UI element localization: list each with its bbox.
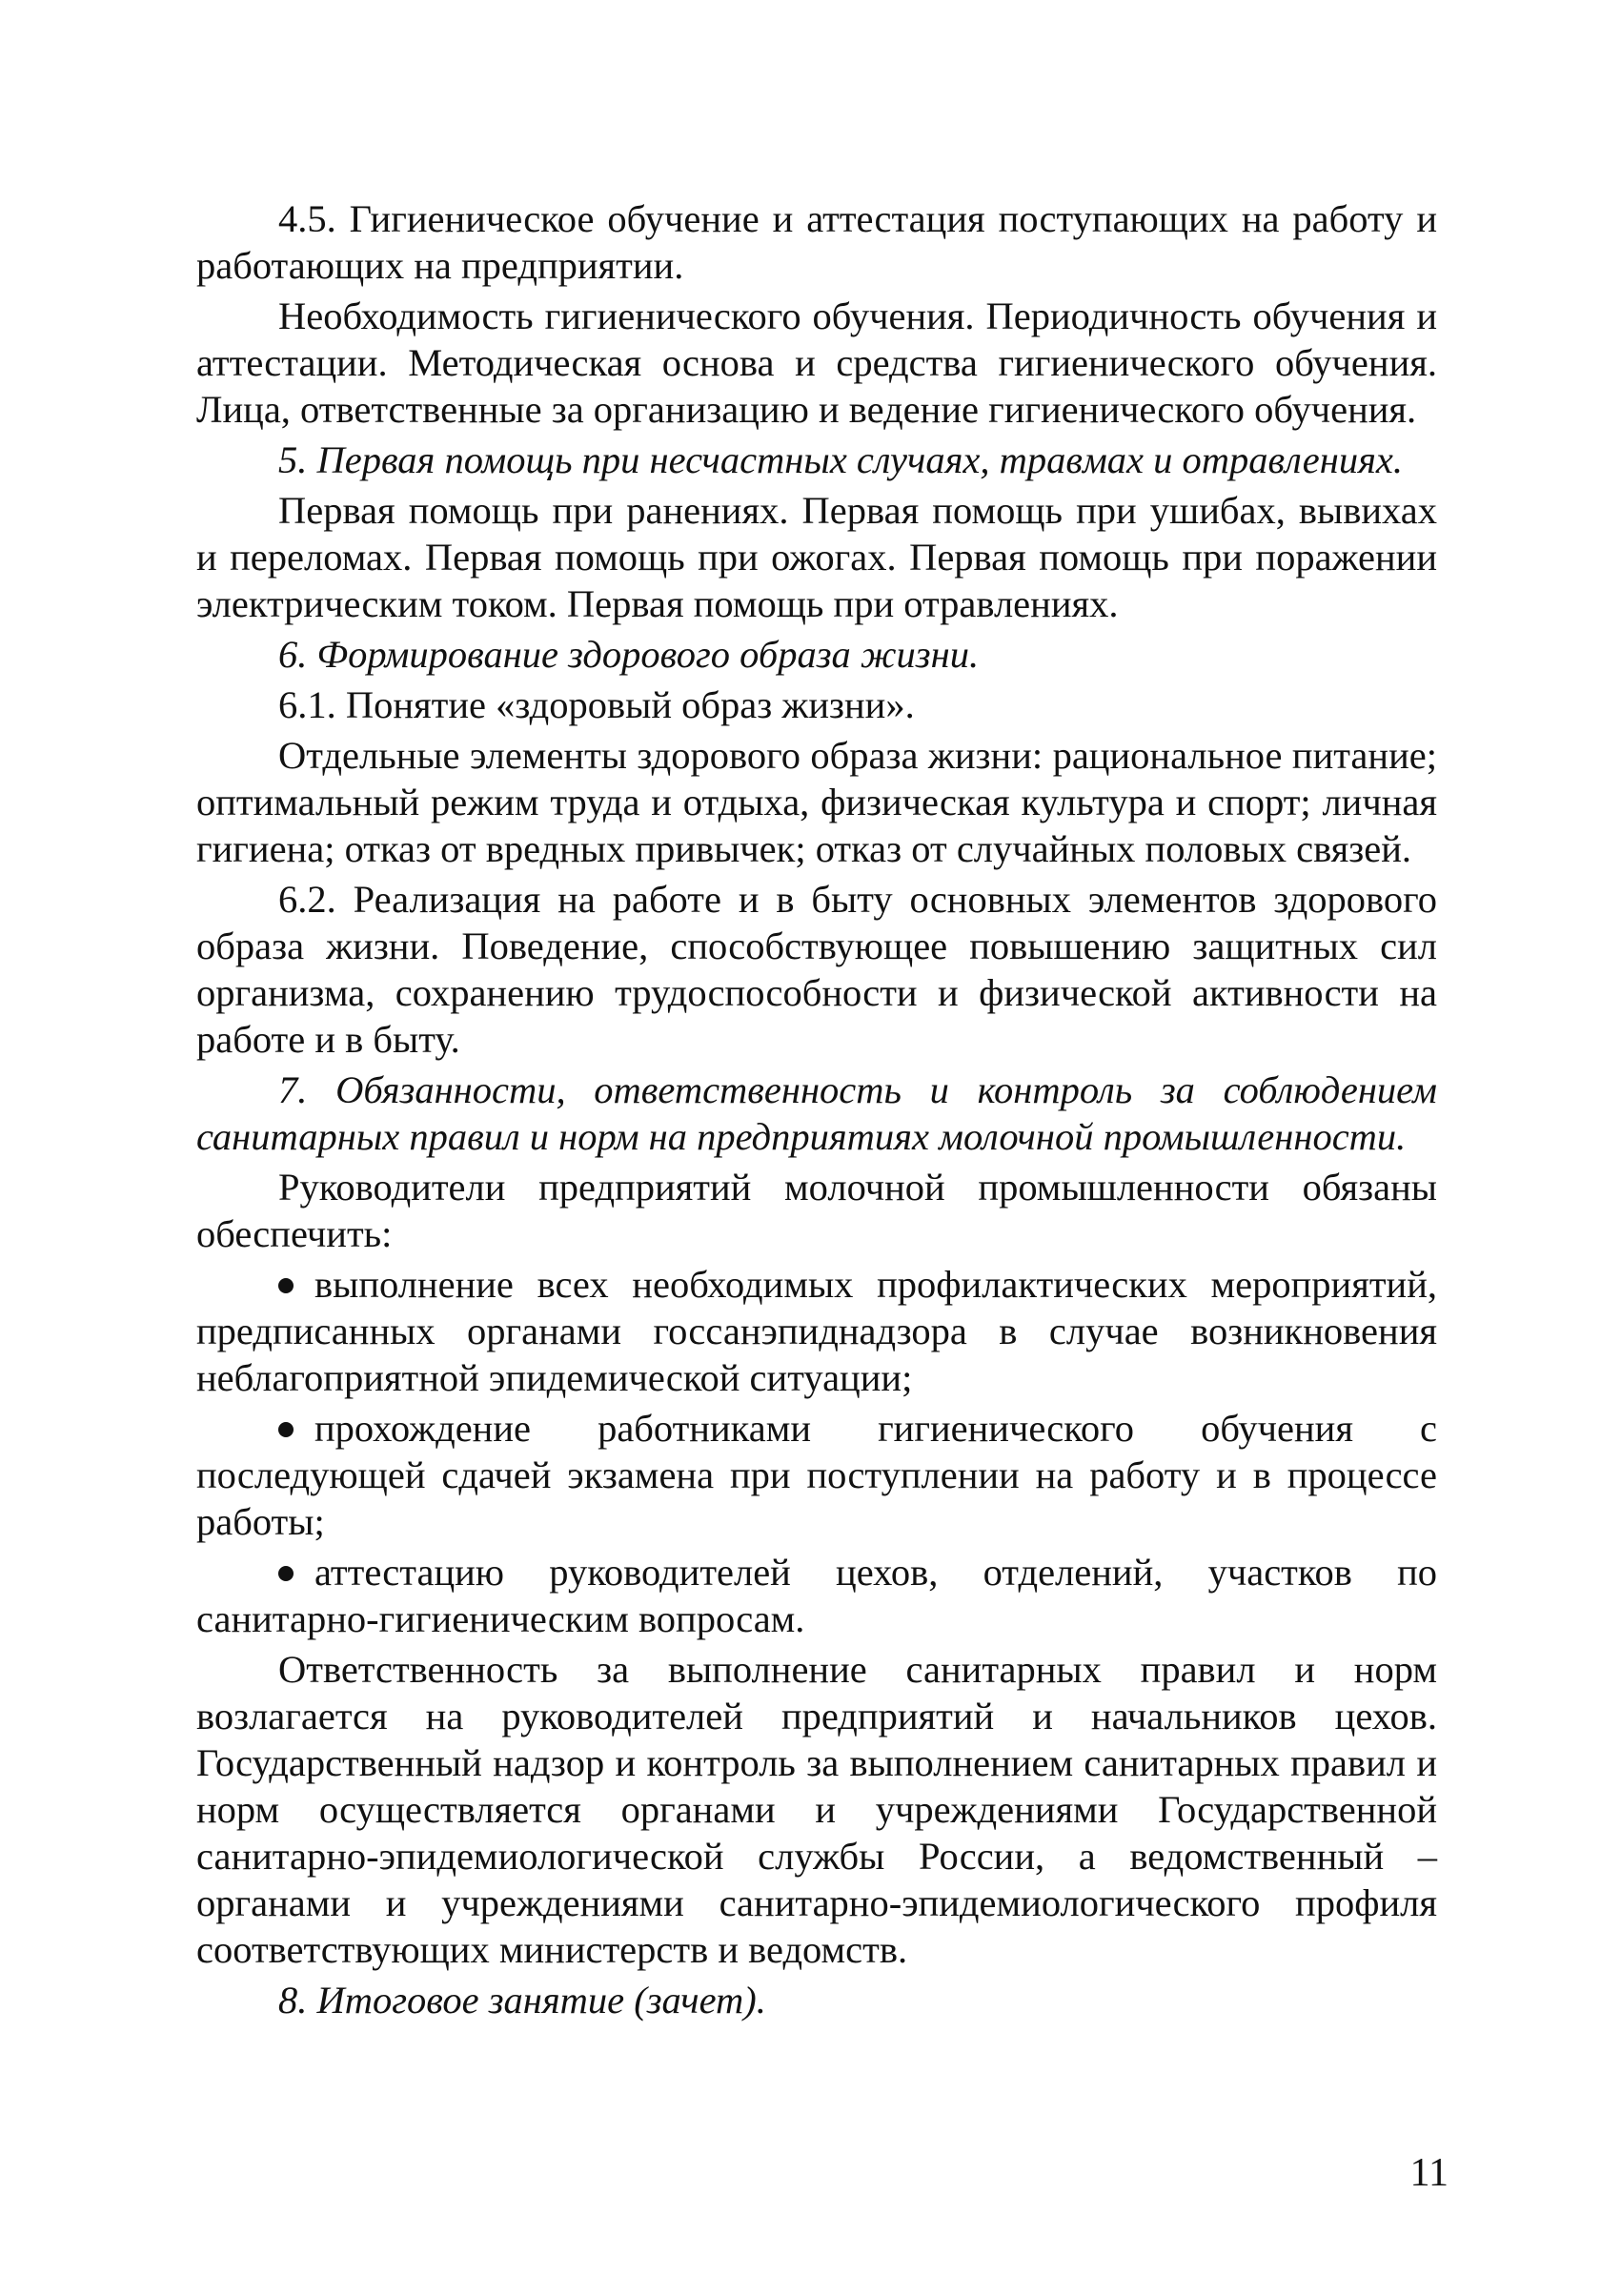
- paragraph-6-2: 6.2. Реализация на работе и в быту основных элементов здорового образа жизни. Поведение, способствующее повышению защитных сил организма, сохранению трудоспособности и физической активности на работе и в быту.: [196, 878, 1437, 1061]
- paragraph-4-5-body: Необходимость гигиенического обучения. Периодичность обучения и аттестации. Методическая основа и средства гигиенического обучения. Лица, ответственные за организацию и ведение гигиенического обучения.: [196, 295, 1437, 431]
- paragraph-6-1-heading: 6.1. Понятие «здоровый образ жизни».: [278, 683, 915, 726]
- section-6-heading: 6. Формирование здорового образа жизни.: [278, 633, 980, 676]
- bullet-text: прохождение работниками гигиенического обучения с последующей сдачей экзамена при поступлении на работу и в процессе работы;: [196, 1407, 1437, 1543]
- bullet-text: выполнение всех необходимых профилактических мероприятий, предписанных органами госсанэпиднадзора в случае возникновения неблагоприятной эпидемической ситуации;: [196, 1263, 1437, 1399]
- bullet-item: [196, 1405, 1437, 1545]
- section-8-heading: 8. Итоговое занятие (зачет).: [278, 1979, 766, 2022]
- section-5-heading: 5. Первая помощь при несчастных случаях, травмах и отравлениях.: [278, 438, 1404, 481]
- section-7-intro: Руководители предприятий молочной промышленности обязаны обеспечить:: [196, 1166, 1437, 1255]
- responsibility-paragraph: Ответственность за выполнение санитарных правил и норм возлагается на руководителей предприятий и начальников цехов. Государственный надзор и контроль за выполнением санитарных правил и норм осуществляется органами и учреждениями Государственной санитарно-эпидемиологической службы России, а ведомственный – органами и учреждениями санитарно-эпидемиологического профиля соответствующих министерств и ведомств.: [196, 1648, 1437, 1971]
- bullet-icon: [278, 1422, 294, 1437]
- bullet-icon: [278, 1278, 294, 1293]
- page-number: 11: [1409, 2151, 1449, 2195]
- section-5-body: Первая помощь при ранениях. Первая помощь при ушибах, вывихах и переломах. Первая помощь при ожогах. Первая помощь при поражении электрическим током. Первая помощь при отравлениях.: [196, 489, 1437, 625]
- bullet-item: [196, 1261, 1437, 1401]
- paragraph-4-5-heading: 4.5. Гигиеническое обучение и аттестация поступающих на работу и работающих на предприятии.: [196, 197, 1437, 287]
- paragraph-6-1-body: Отдельные элементы здорового образа жизни: рациональное питание; оптимальный режим труда и отдыха, физическая культура и спорт; личная гигиена; отказ от вредных привычек; отказ от случайных половых связей.: [196, 734, 1437, 870]
- bullet-icon: [278, 1566, 294, 1581]
- bullet-text: аттестацию руководителей цехов, отделений, участков по санитарно-гигиеническим вопросам.: [196, 1551, 1437, 1640]
- section-7-heading: 7. Обязанности, ответственность и контроль за соблюдением санитарных правил и норм на предприятиях молочной промышленности.: [196, 1068, 1437, 1158]
- bullet-item: [196, 1549, 1437, 1642]
- page-body: [196, 195, 1437, 2027]
